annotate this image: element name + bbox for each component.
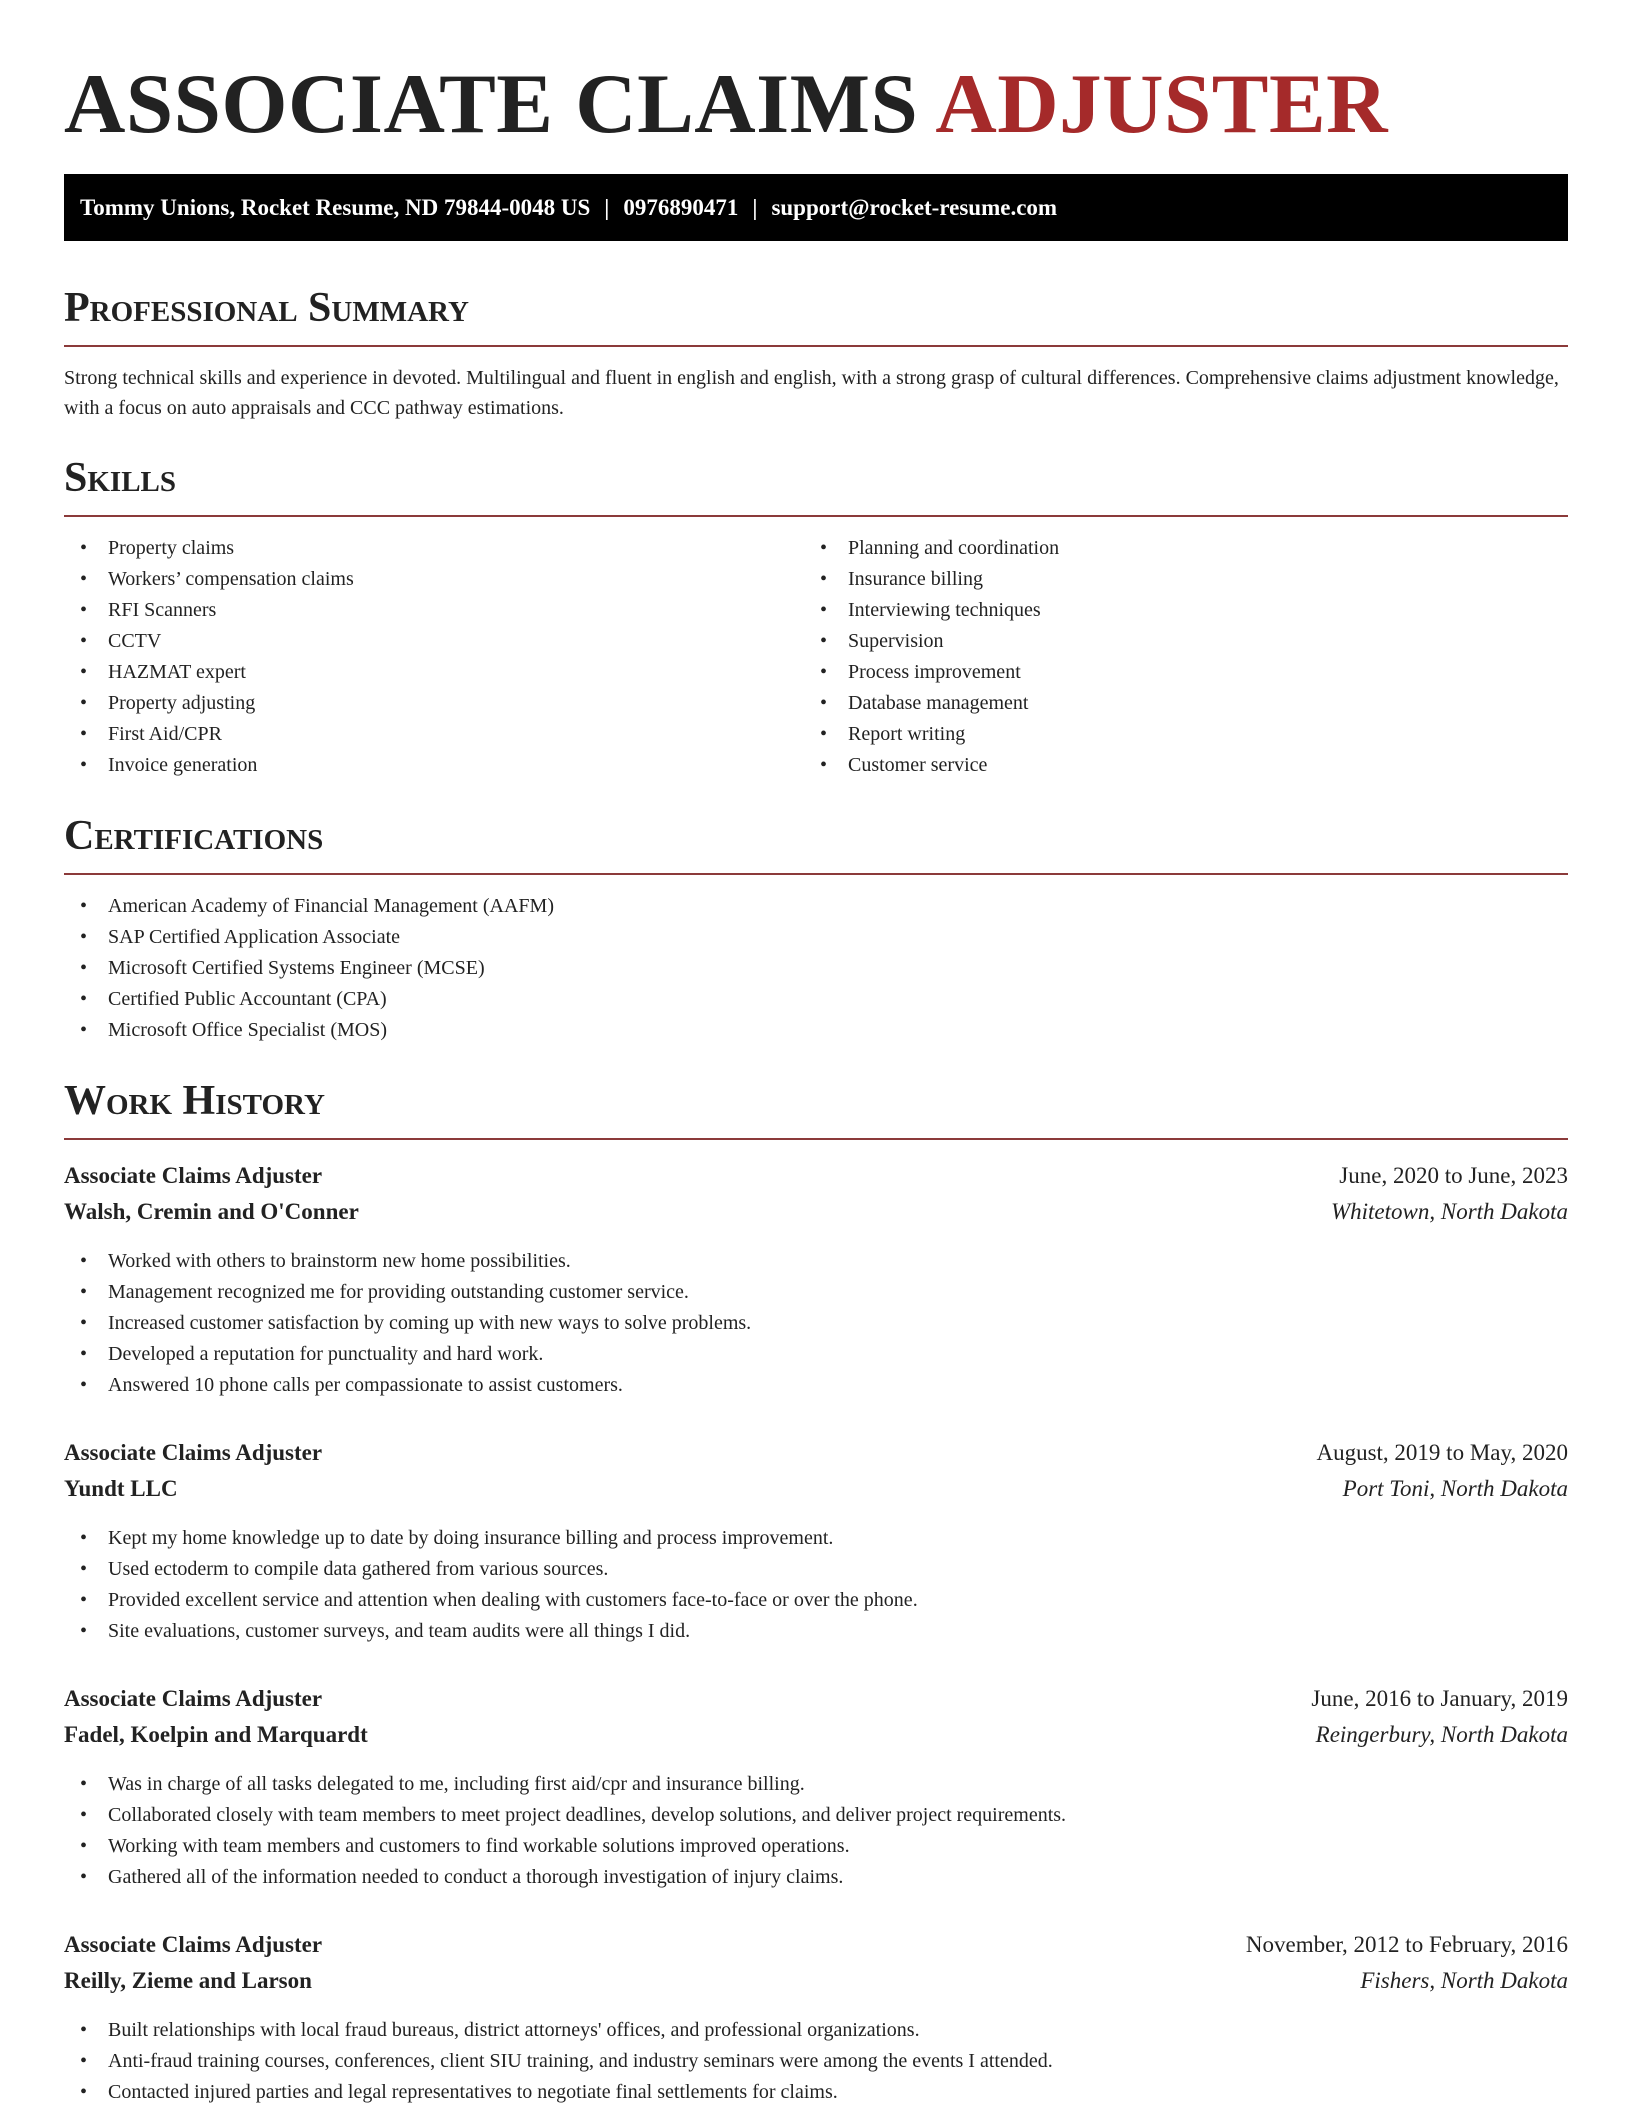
job-header-row bbox=[64, 1927, 1568, 1963]
list-item: • Database management bbox=[804, 688, 1544, 719]
list-item: • Used ectoderm to compile data gathered from various sources. bbox=[64, 1554, 1568, 1585]
job-duties-list bbox=[64, 1523, 1568, 1647]
list-item: • Worked with others to brainstorm new home possibilities. bbox=[64, 1246, 1568, 1277]
summary-text: Strong technical skills and experience in devoted. Multilingual and fluent in english and english, with a strong grasp of cultural differences. Comprehensive claims adjustment knowledge, with a focus on auto appraisals and CCC pathway estimations. bbox=[64, 367, 1559, 419]
list-item: • American Academy of Financial Management (AAFM) bbox=[64, 891, 1568, 922]
contact-separator: | bbox=[604, 195, 610, 220]
certifications-heading: Certifications bbox=[64, 811, 1568, 875]
list-item: • Answered 10 phone calls per compassionate to assist customers. bbox=[64, 1370, 1568, 1401]
list-item: • Property claims bbox=[64, 533, 804, 564]
list-item: • Developed a reputation for punctuality and hard work. bbox=[64, 1339, 1568, 1370]
list-item: • Built relationships with local fraud bureaus, district attorneys' offices, and professional organizations. bbox=[64, 2015, 1568, 2046]
skills-heading: Skills bbox=[64, 453, 1568, 517]
list-item: • Certified Public Accountant (CPA) bbox=[64, 984, 1568, 1015]
job-title: Associate Claims Adjuster bbox=[64, 1932, 323, 1957]
job-company-row bbox=[64, 1194, 1568, 1230]
list-item: • Contacted injured parties and legal representatives to negotiate final settlements for claims. bbox=[64, 2077, 1568, 2108]
skills-left-list bbox=[64, 533, 804, 781]
job-title: Associate Claims Adjuster bbox=[64, 1440, 323, 1465]
job-location: Whitetown, North Dakota bbox=[1330, 1199, 1568, 1224]
job-company: Reilly, Zieme and Larson bbox=[64, 1968, 312, 1993]
list-item: • Management recognized me for providing outstanding customer service. bbox=[64, 1277, 1568, 1308]
list-item: • Increased customer satisfaction by coming up with new ways to solve problems. bbox=[64, 1308, 1568, 1339]
job-location: Port Toni, North Dakota bbox=[1342, 1476, 1568, 1501]
skills-right-column bbox=[804, 533, 1544, 781]
list-item: • SAP Certified Application Associate bbox=[64, 922, 1568, 953]
list-item: • Was in charge of all tasks delegated to me, including first aid/cpr and insurance billing. bbox=[64, 1769, 1568, 1800]
resume-page bbox=[64, 0, 1568, 2108]
list-item: • Collaborated closely with team members to meet project deadlines, develop solutions, and deliver project requirements. bbox=[64, 1800, 1568, 1831]
job-title: Associate Claims Adjuster bbox=[64, 1163, 323, 1188]
list-item: • Gathered all of the information needed to conduct a thorough investigation of injury claims. bbox=[64, 1862, 1568, 1893]
contact-bar bbox=[64, 174, 1568, 241]
list-item: • Planning and coordination bbox=[804, 533, 1544, 564]
job-entry bbox=[64, 1158, 1568, 1401]
page-title bbox=[64, 0, 1568, 152]
list-item: • Report writing bbox=[804, 719, 1544, 750]
job-dates: November, 2012 to February, 2016 bbox=[1245, 1932, 1568, 1957]
list-item: • CCTV bbox=[64, 626, 804, 657]
job-company: Fadel, Koelpin and Marquardt bbox=[64, 1722, 368, 1747]
list-item: • Site evaluations, customer surveys, and team audits were all things I did. bbox=[64, 1616, 1568, 1647]
job-location: Fishers, North Dakota bbox=[1360, 1968, 1568, 1993]
list-item: • Provided excellent service and attention when dealing with customers face-to-face or over the phone. bbox=[64, 1585, 1568, 1616]
list-item: • Workers’ compensation claims bbox=[64, 564, 804, 595]
title-main: ASSOCIATE CLAIMS bbox=[64, 57, 919, 151]
job-entry bbox=[64, 1927, 1568, 2108]
job-company-row bbox=[64, 1717, 1568, 1753]
list-item: • Anti-fraud training courses, conferences, client SIU training, and industry seminars were among the events I attended. bbox=[64, 2046, 1568, 2077]
job-entry bbox=[64, 1435, 1568, 1647]
title-accent: ADJUSTER bbox=[935, 57, 1389, 151]
job-company-row bbox=[64, 1963, 1568, 1999]
job-entry bbox=[64, 1681, 1568, 1893]
job-header-row bbox=[64, 1158, 1568, 1194]
skills-right-list bbox=[804, 533, 1544, 781]
list-item: • RFI Scanners bbox=[64, 595, 804, 626]
list-item: • Process improvement bbox=[804, 657, 1544, 688]
certifications-list bbox=[64, 891, 1568, 1046]
job-duties-list bbox=[64, 2015, 1568, 2108]
contact-phone[interactable]: 0976890471 bbox=[623, 195, 739, 220]
list-item: • First Aid/CPR bbox=[64, 719, 804, 750]
skills-columns bbox=[64, 533, 1568, 781]
list-item: • Customer service bbox=[804, 750, 1544, 781]
list-item: • Kept my home knowledge up to date by doing insurance billing and process improvement. bbox=[64, 1523, 1568, 1554]
skills-left-column bbox=[64, 533, 804, 781]
list-item: • Invoice generation bbox=[64, 750, 804, 781]
contact-address: Tommy Unions, Rocket Resume, ND 79844-0048 US bbox=[80, 195, 591, 220]
job-title: Associate Claims Adjuster bbox=[64, 1686, 323, 1711]
list-item: • Working with team members and customers to find workable solutions improved operations. bbox=[64, 1831, 1568, 1862]
job-dates: August, 2019 to May, 2020 bbox=[1316, 1440, 1568, 1465]
job-location: Reingerbury, North Dakota bbox=[1315, 1722, 1568, 1747]
job-company: Walsh, Cremin and O'Conner bbox=[64, 1199, 359, 1224]
job-duties-list bbox=[64, 1246, 1568, 1401]
summary-heading: Professional Summary bbox=[64, 283, 1568, 347]
job-header-row bbox=[64, 1681, 1568, 1717]
work-history-heading: Work History bbox=[64, 1076, 1568, 1140]
list-item: • Insurance billing bbox=[804, 564, 1544, 595]
list-item: • Interviewing techniques bbox=[804, 595, 1544, 626]
job-dates: June, 2020 to June, 2023 bbox=[1339, 1163, 1568, 1188]
job-duties-list bbox=[64, 1769, 1568, 1893]
job-company-row bbox=[64, 1471, 1568, 1507]
list-item: • Microsoft Office Specialist (MOS) bbox=[64, 1015, 1568, 1046]
list-item: • HAZMAT expert bbox=[64, 657, 804, 688]
job-header-row bbox=[64, 1435, 1568, 1471]
job-company: Yundt LLC bbox=[64, 1476, 178, 1501]
list-item: • Supervision bbox=[804, 626, 1544, 657]
contact-email[interactable]: support@rocket-resume.com bbox=[771, 195, 1058, 220]
list-item: • Property adjusting bbox=[64, 688, 804, 719]
contact-separator: | bbox=[752, 195, 758, 220]
job-dates: June, 2016 to January, 2019 bbox=[1311, 1686, 1568, 1711]
list-item: • Microsoft Certified Systems Engineer (MCSE) bbox=[64, 953, 1568, 984]
